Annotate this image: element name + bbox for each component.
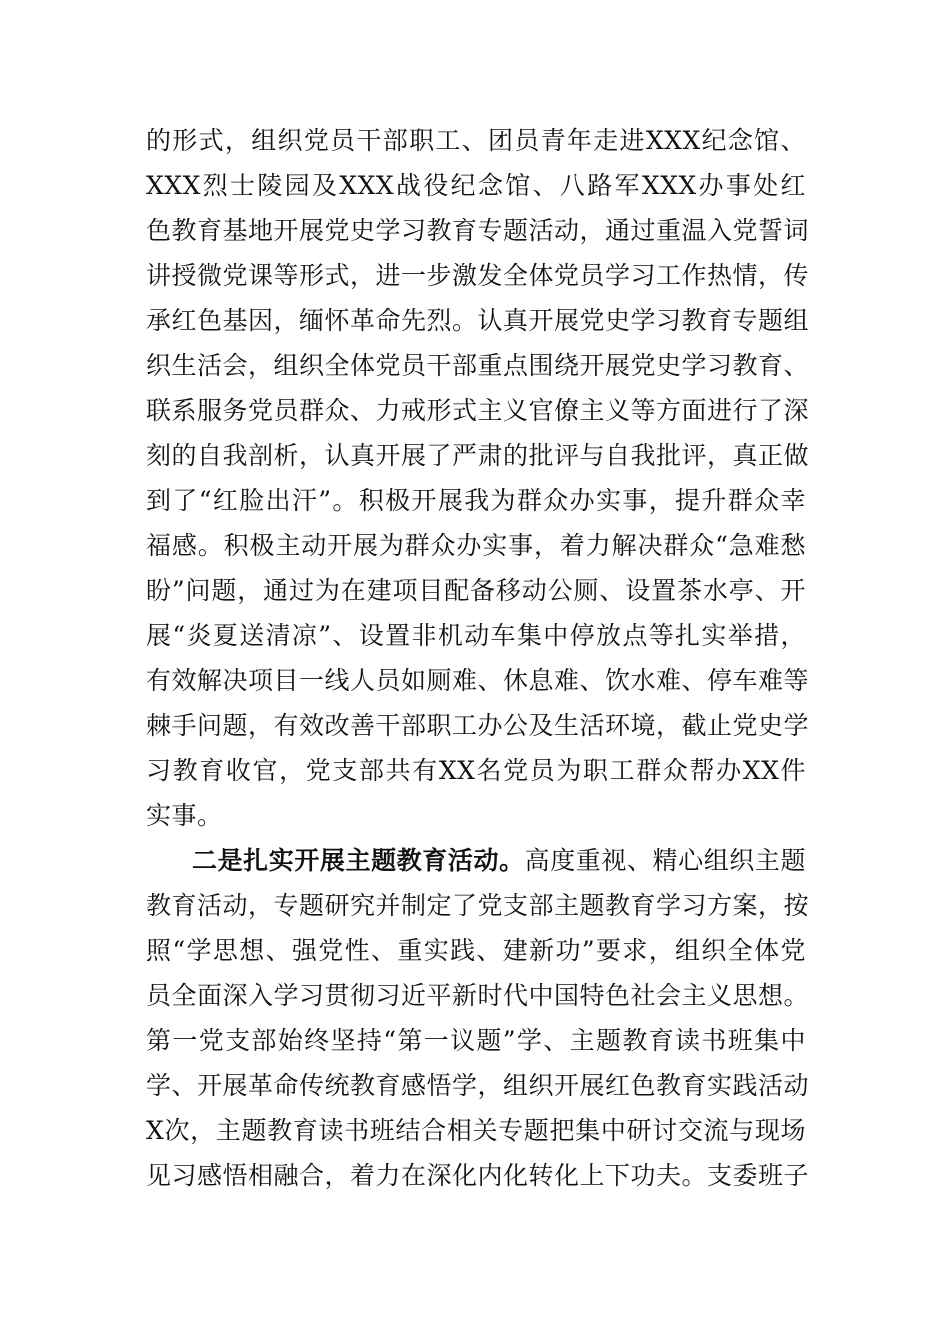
paragraph-1-line-16: 实事。 — [146, 801, 223, 830]
paragraph-1-line-13: 有效解决项目一线人员如厕难、休息难、饮水难、停车难等 — [146, 666, 810, 695]
paragraph-1-line-11: 盼”问题，通过为在建项目配备移动公厕、设置茶水亭、开 — [146, 576, 806, 605]
paragraph-1-line-12: 展“炎夏送清凉”、设置非机动车集中停放点等扎实举措， — [146, 621, 806, 650]
paragraph-2-line-2: 教育活动，专题研究并制定了党支部主题教育学习方案，按 — [146, 891, 810, 920]
paragraph-2-line-8: 见习感悟相融合，着力在深化内化转化上下功夫。支委班子 — [146, 1161, 810, 1190]
paragraph-1-line-10: 福感。积极主动开展为群众办实事，着力解决群众“急难愁 — [146, 531, 806, 560]
paragraph-2-line-4: 员全面深入学习贯彻习近平新时代中国特色社会主义思想。 — [146, 981, 810, 1010]
paragraph-2-line-1 — [192, 839, 806, 883]
paragraph-1-line-2: XXX烈士陵园及XXX战役纪念馆、八路军XXX办事处红 — [146, 171, 806, 200]
paragraph-1-line-1: 的形式，组织党员干部职工、团员青年走进XXX纪念馆、 — [146, 126, 806, 155]
paragraph-1-line-7: 联系服务党员群众、力戒形式主义官僚主义等方面进行了深 — [146, 396, 810, 425]
paragraph-2-line-5: 第一党支部始终坚持“第一议题”学、主题教育读书班集中 — [146, 1026, 806, 1055]
paragraph-1-line-3: 色教育基地开展党史学习教育专题活动，通过重温入党誓词 — [146, 216, 810, 245]
paragraph-2-line-7: X次，主题教育读书班结合相关专题把集中研讨交流与现场 — [146, 1116, 806, 1145]
paragraph-1-line-14: 棘手问题，有效改善干部职工办公及生活环境，截止党史学 — [146, 711, 810, 740]
paragraph-2-line-6: 学、开展革命传统教育感悟学，组织开展红色教育实践活动 — [146, 1071, 810, 1100]
paragraph-1-line-5: 承红色基因，缅怀革命先烈。认真开展党史学习教育专题组 — [146, 306, 810, 335]
paragraph-2-first-line-text: 高度重视、精心组织主题 — [524, 846, 806, 875]
paragraph-1-line-9: 到了“红脸出汗”。积极开展我为群众办实事，提升群众幸 — [146, 486, 806, 515]
paragraph-2-line-3: 照“学思想、强党性、重实践、建新功”要求，组织全体党 — [146, 936, 806, 965]
paragraph-1-line-8: 刻的自我剖析，认真开展了严肃的批评与自我批评，真正做 — [146, 441, 810, 470]
paragraph-1-line-4: 讲授微党课等形式，进一步激发全体党员学习工作热情，传 — [146, 261, 810, 290]
paragraph-2-heading: 二是扎实开展主题教育活动。 — [192, 846, 525, 875]
paragraph-1-line-6: 织生活会，组织全体党员干部重点围绕开展党史学习教育、 — [146, 351, 810, 380]
paragraph-1-line-15: 习教育收官，党支部共有XX名党员为职工群众帮办XX件 — [146, 756, 806, 785]
